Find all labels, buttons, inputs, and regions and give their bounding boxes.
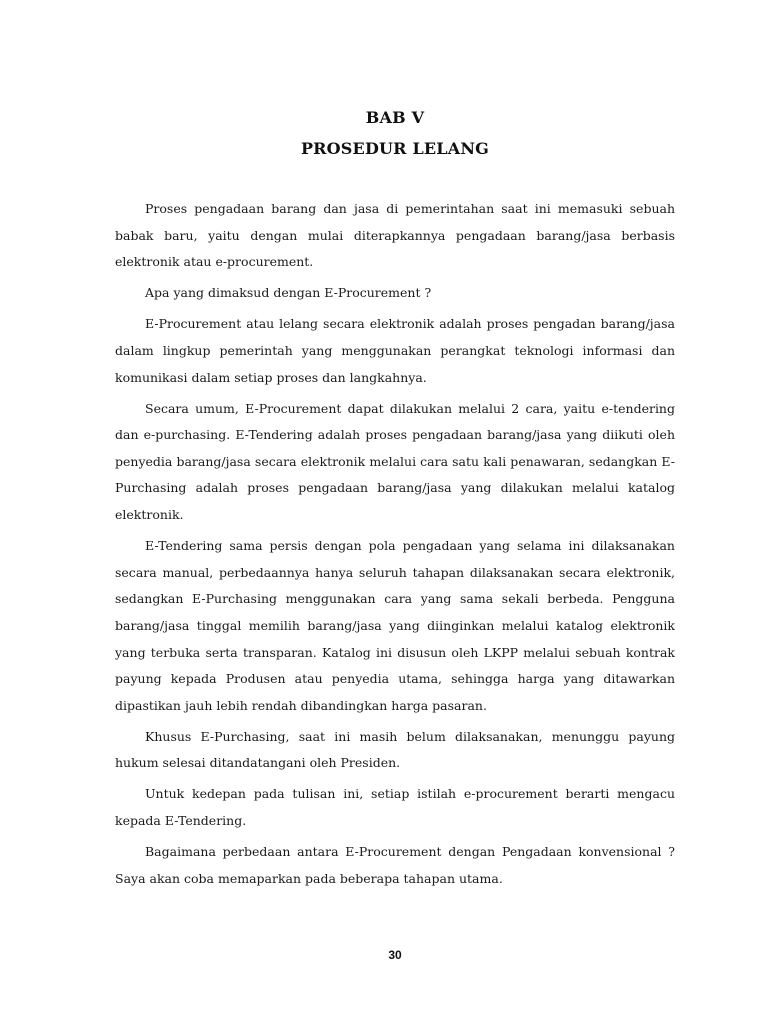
chapter-title: PROSEDUR LELANG (300, 139, 490, 158)
paragraph: Apa yang dimaksud dengan E-Procurement ? (145, 285, 432, 301)
paragraph: Bagaimana perbedaan antara E-Procurement dengan Pengadaan konvensional ? Saya akan coba memaparkan pada beberapa tahapan utama. (115, 844, 675, 886)
paragraph: Proses pengadaan barang dan jasa di pemerintahan saat ini memasuki sebuah babak baru, yaitu dengan mulai diterapkannya pengadaan barang/jasa berbasis elektronik atau e-procurement. (115, 201, 675, 270)
paragraph: E-Tendering sama persis dengan pola pengadaan yang selama ini dilaksanakan secara manual, perbedaannya hanya seluruh tahapan dilaksanakan secara elektronik, sedangkan E-Purchasing menggunakan cara yang sama sekali berbeda. Pengguna barang/jasa tinggal memilih barang/jasa yang diinginkan melalui katalog elektronik yang terbuka serta transparan. Katalog ini disusun oleh LKPP melalui sebuah kontrak payung kepada Produsen atau penyedia utama, sehingga harga yang ditawarkan dipastikan jauh lebih rendah dibandingkan harga pasaran. (115, 538, 675, 713)
paragraph: Khusus E-Purchasing, saat ini masih belum dilaksanakan, menunggu payung hukum selesai ditandatangani oleh Presiden. (115, 728, 675, 771)
chapter-heading: BAB V (365, 108, 425, 127)
paragraph: Untuk kedepan pada tulisan ini, setiap istilah e-procurement berarti mengacu kepada E-Tendering. (115, 786, 675, 829)
page-number: 30 (388, 948, 402, 962)
body-text (115, 196, 675, 897)
paragraph: E-Procurement atau lelang secara elektronik adalah proses pengadan barang/jasa dalam lingkup pemerintah yang menggunakan perangkat teknologi informasi dan komunikasi dalam setiap proses dan langkahnya. (115, 316, 675, 385)
paragraph: Secara umum, E-Procurement dapat dilakukan melalui 2 cara, yaitu e-tendering dan e-purchasing. E-Tendering adalah proses pengadaan barang/jasa yang diikuti oleh penyedia barang/jasa secara elektronik melalui cara satu kali penawaran, sedangkan E-Purchasing adalah proses pengadaan barang/jasa yang dilakukan melalui katalog elektronik. (115, 400, 675, 523)
